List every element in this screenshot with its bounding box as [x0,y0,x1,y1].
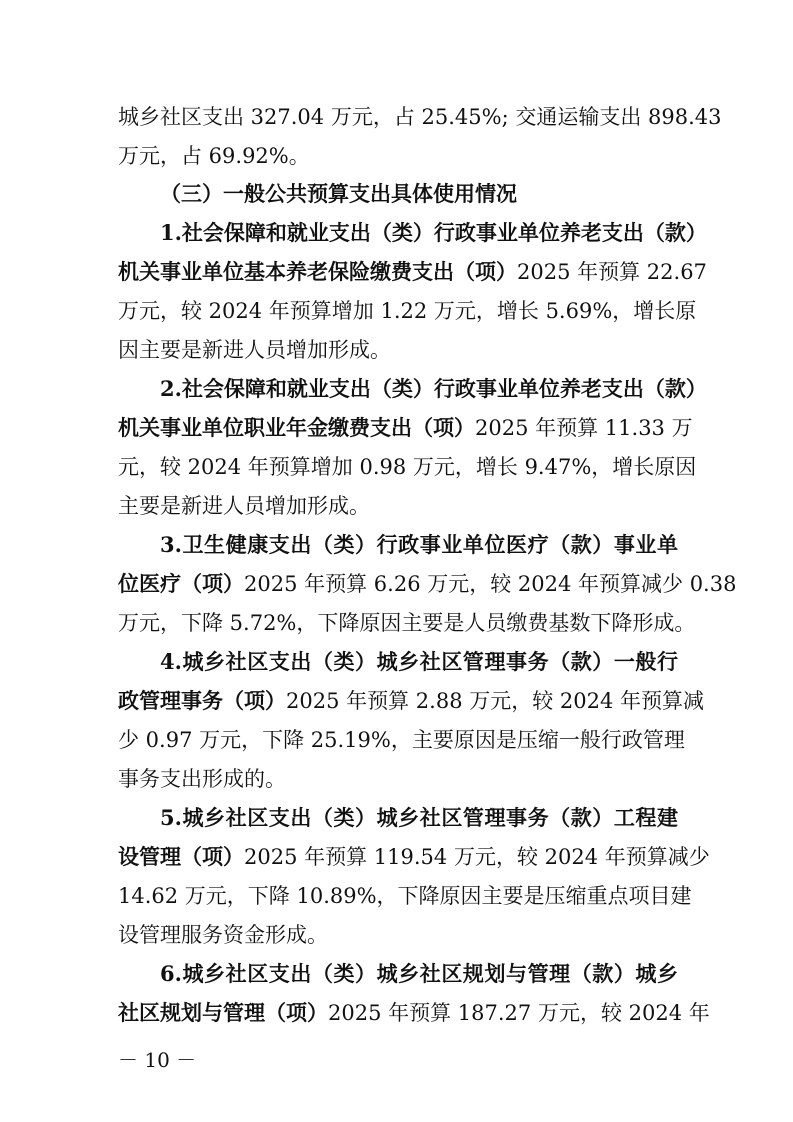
text-line [160,804,678,832]
text-line [118,414,693,442]
text-segment: 6.城乡社区支出（类）城乡社区规划与管理（款）城乡 [160,961,678,986]
text-segment: 2025 年预算 11.33 万 [475,416,693,440]
text-line [160,531,678,559]
text-segment: 社区规划与管理（项） [118,1000,328,1025]
text-segment: 元，较 2024 年预算增加 0.98 万元，增长 9.47%，增长原因 [118,455,697,479]
text-line [160,960,678,988]
text-segment: 万元，较 2024 年预算增加 1.22 万元，增长 5.69%，增长原 [118,299,697,323]
text-segment: 城乡社区支出 327.04 万元，占 25.45%; 交通运输支出 898.43 [118,105,722,129]
text-segment: 2025 年预算 119.54 万元，较 2024 年预算减少 [244,845,710,869]
text-segment: 位医疗（项） [118,571,244,596]
text-segment: 3.卫生健康支出（类）行政事业单位医疗（款）事业单 [160,532,678,557]
text-line [160,219,707,247]
text-line [118,687,705,715]
text-line [118,258,707,286]
text-line [118,843,710,871]
text-segment: 2025 年预算 187.27 万元，较 2024 年 [328,1001,710,1025]
text-segment: 万元，占 69.92%。 [118,144,310,168]
text-line [118,453,697,481]
text-segment: 2025 年预算 22.67 [517,260,707,284]
text-segment: 14.62 万元，下降 10.89%，下降原因主要是压缩重点项目建 [118,884,692,908]
text-line [118,103,722,131]
text-line [118,726,685,754]
text-line [160,375,707,403]
text-segment: 2025 年预算 6.26 万元，较 2024 年预算减少 0.38 [244,572,737,596]
text-segment: 2.社会保障和就业支出（类）行政事业单位养老支出（款） [160,376,707,401]
page-number: － 10 － [118,1048,197,1072]
text-line [118,570,737,598]
text-segment: 少 0.97 万元，下降 25.19%，主要原因是压缩一般行政管理 [118,728,685,752]
text-segment: 设管理服务资金形成。 [118,923,328,947]
text-segment: 机关事业单位基本养老保险缴费支出（项） [118,259,517,284]
text-line [118,765,678,793]
text-line [118,142,678,170]
text-segment: 事务支出形成的。 [118,767,286,791]
text-line [118,921,678,949]
text-line [118,609,696,637]
text-line [118,297,697,325]
text-segment: 政管理事务（项） [118,688,286,713]
text-segment: 万元，下降 5.72%，下降原因主要是人员缴费基数下降形成。 [118,611,696,635]
text-line [118,999,710,1027]
text-segment: 5.城乡社区支出（类）城乡社区管理事务（款）工程建 [160,805,678,830]
text-segment: 1.社会保障和就业支出（类）行政事业单位养老支出（款） [160,220,707,245]
text-segment: 机关事业单位职业年金缴费支出（项） [118,415,475,440]
section-heading: （三）一般公共预算支出具体使用情况 [160,181,517,206]
text-segment: 因主要是新进人员增加形成。 [118,338,391,362]
text-segment: 2025 年预算 2.88 万元，较 2024 年预算减 [286,689,705,713]
text-line [118,336,678,364]
text-segment: 4.城乡社区支出（类）城乡社区管理事务（款）一般行 [160,649,678,674]
text-line [118,882,692,910]
text-segment: 设管理（项） [118,844,244,869]
text-line [160,648,678,676]
text-line [118,492,678,520]
text-segment: 主要是新进人员增加形成。 [118,494,370,518]
